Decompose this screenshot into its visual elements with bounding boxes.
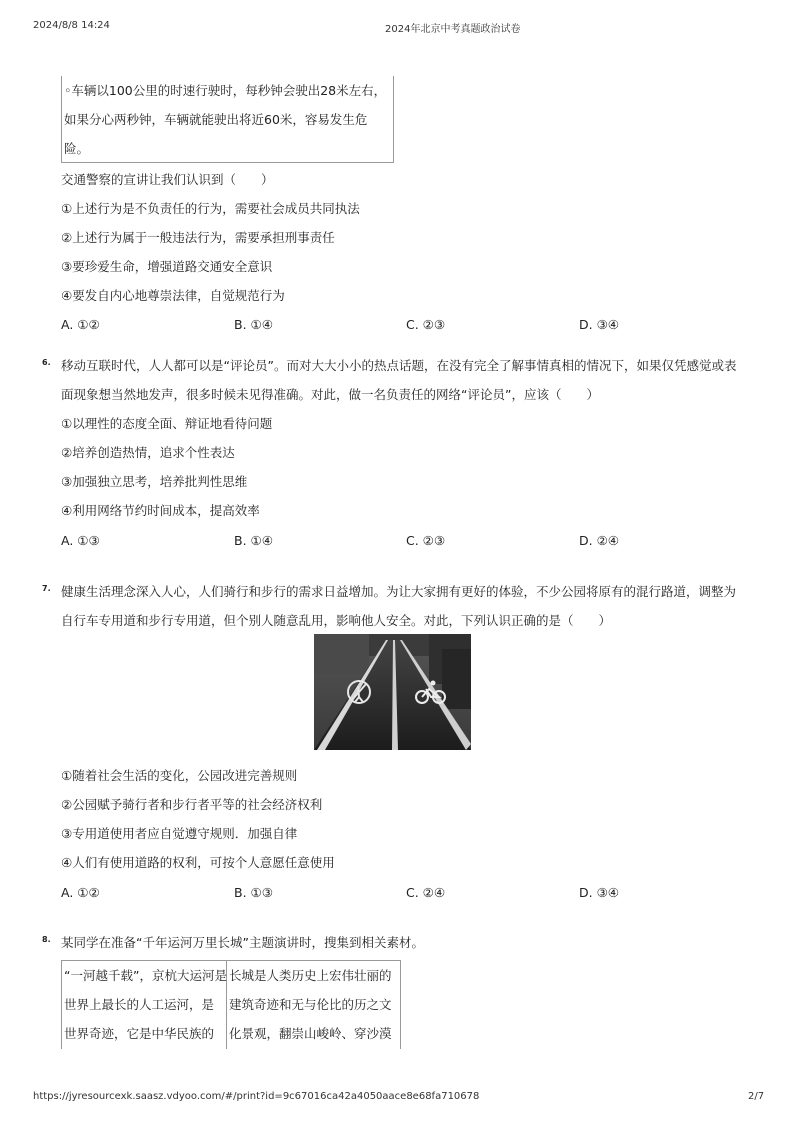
q8-stem: 某同学在准备“千年运河万里长城”主题演讲时，搜集到相关素材。 (61, 935, 424, 950)
q5-box-line: ◦车辆以100公里的时速行驶时，每秒钟会驶出28米左右， (64, 83, 387, 98)
q6-number: 6. (42, 358, 51, 367)
q5-statement-1: ①上述行为是不负责任的行为，需要社会成员共同执法 (61, 201, 360, 216)
q7-option-d[interactable]: D. ③④ (579, 885, 619, 900)
q7-statement-3: ③专用道使用者应自觉遵守规则．加强自律 (61, 826, 298, 841)
q5-option-c[interactable]: C. ②③ (406, 317, 446, 332)
q8-left-line: “一河越千载”，京杭大运河是 (64, 968, 227, 983)
q8-left-line: 世界上最长的人工运河，是 (64, 997, 215, 1012)
q5-option-a[interactable]: A. ①② (61, 317, 100, 332)
q8-number: 8. (42, 935, 51, 944)
q8-table-right-cell (227, 961, 400, 1049)
q8-table-left-cell (62, 961, 227, 1049)
q8-right-line: 长城是人类历史上宏伟壮丽的 (229, 968, 392, 983)
q5-material-box (61, 76, 394, 163)
q5-statement-4: ④要发自内心地尊崇法律，自觉规范行为 (61, 288, 285, 303)
q7-number: 7. (42, 584, 51, 593)
q8-left-line: 世界奇迹，它是中华民族的 (64, 1026, 215, 1041)
q6-option-b[interactable]: B. ①④ (234, 533, 273, 548)
page-title: 2024年北京中考真题政治试卷 (385, 24, 521, 35)
q7-statement-4: ④人们有使用道路的权利，可按个人意愿任意使用 (61, 855, 335, 870)
q6-statement-4: ④利用网络节约时间成本，提高效率 (61, 503, 260, 518)
q6-stem-line-2: 面现象想当然地发声，很多时候未见得准确。对此，做一名负责任的网络“评论员”，应该（ ） (61, 387, 599, 402)
q7-option-c[interactable]: C. ②④ (406, 885, 446, 900)
bike-pedestrian-lane-photo (314, 634, 471, 750)
q8-material-table (61, 960, 401, 1049)
q7-stem-line-2: 自行车专用道和步行专用道，但个别人随意乱用，影响他人安全。对此，下列认识正确的是（ ） (61, 613, 612, 628)
q7-option-b[interactable]: B. ①③ (234, 885, 273, 900)
q5-box-line: 险。 (64, 141, 90, 156)
q8-right-line: 化景观，翻崇山峻岭、穿沙漠 (229, 1026, 392, 1041)
q6-option-a[interactable]: A. ①③ (61, 533, 100, 548)
q6-option-c[interactable]: C. ②③ (406, 533, 446, 548)
q6-statement-1: ①以理性的态度全面、辩证地看待问题 (61, 416, 273, 431)
q6-stem-line-1: 移动互联时代，人人都可以是“评论员”。而对大大小小的热点话题，在没有完全了解事情真相的情况下，如果仅凭感觉或表 (61, 358, 737, 373)
q7-stem-line-1: 健康生活理念深入人心，人们骑行和步行的需求日益增加。为让大家拥有更好的体验，不少公园将原有的混行路道，调整为 (61, 584, 737, 599)
q5-option-d[interactable]: D. ③④ (579, 317, 619, 332)
q5-statement-3: ③要珍爱生命，增强道路交通安全意识 (61, 259, 273, 274)
q7-option-a[interactable]: A. ①② (61, 885, 100, 900)
q5-statement-2: ②上述行为属于一般违法行为，需要承担刑事责任 (61, 230, 335, 245)
q8-right-line: 建筑奇迹和无与伦比的历之文 (229, 997, 392, 1012)
q7-statement-2: ②公园赋予骑行者和步行者平等的社会经济权利 (61, 797, 323, 812)
q6-statement-3: ③加强独立思考，培养批判性思维 (61, 474, 248, 489)
page-url[interactable]: https://jyresourcexk.saasz.vdyoo.com/#/print?id=9c67016ca42a4050aace8e68fa710678 (33, 1091, 480, 1102)
q7-statement-1: ①随着社会生活的变化，公园改进完善规则 (61, 768, 298, 783)
q6-option-d[interactable]: D. ②④ (579, 533, 619, 548)
print-datetime: 2024/8/8 14:24 (33, 20, 110, 31)
q5-option-b[interactable]: B. ①④ (234, 317, 273, 332)
q5-box-line: 如果分心两秒钟，车辆就能驶出将近60米，容易发生危 (64, 112, 368, 127)
page-number: 2/7 (748, 1091, 765, 1102)
q5-stem: 交通警察的宣讲让我们认识到（ ） (61, 172, 274, 187)
q6-statement-2: ②培养创造热情，追求个性表达 (61, 445, 235, 460)
